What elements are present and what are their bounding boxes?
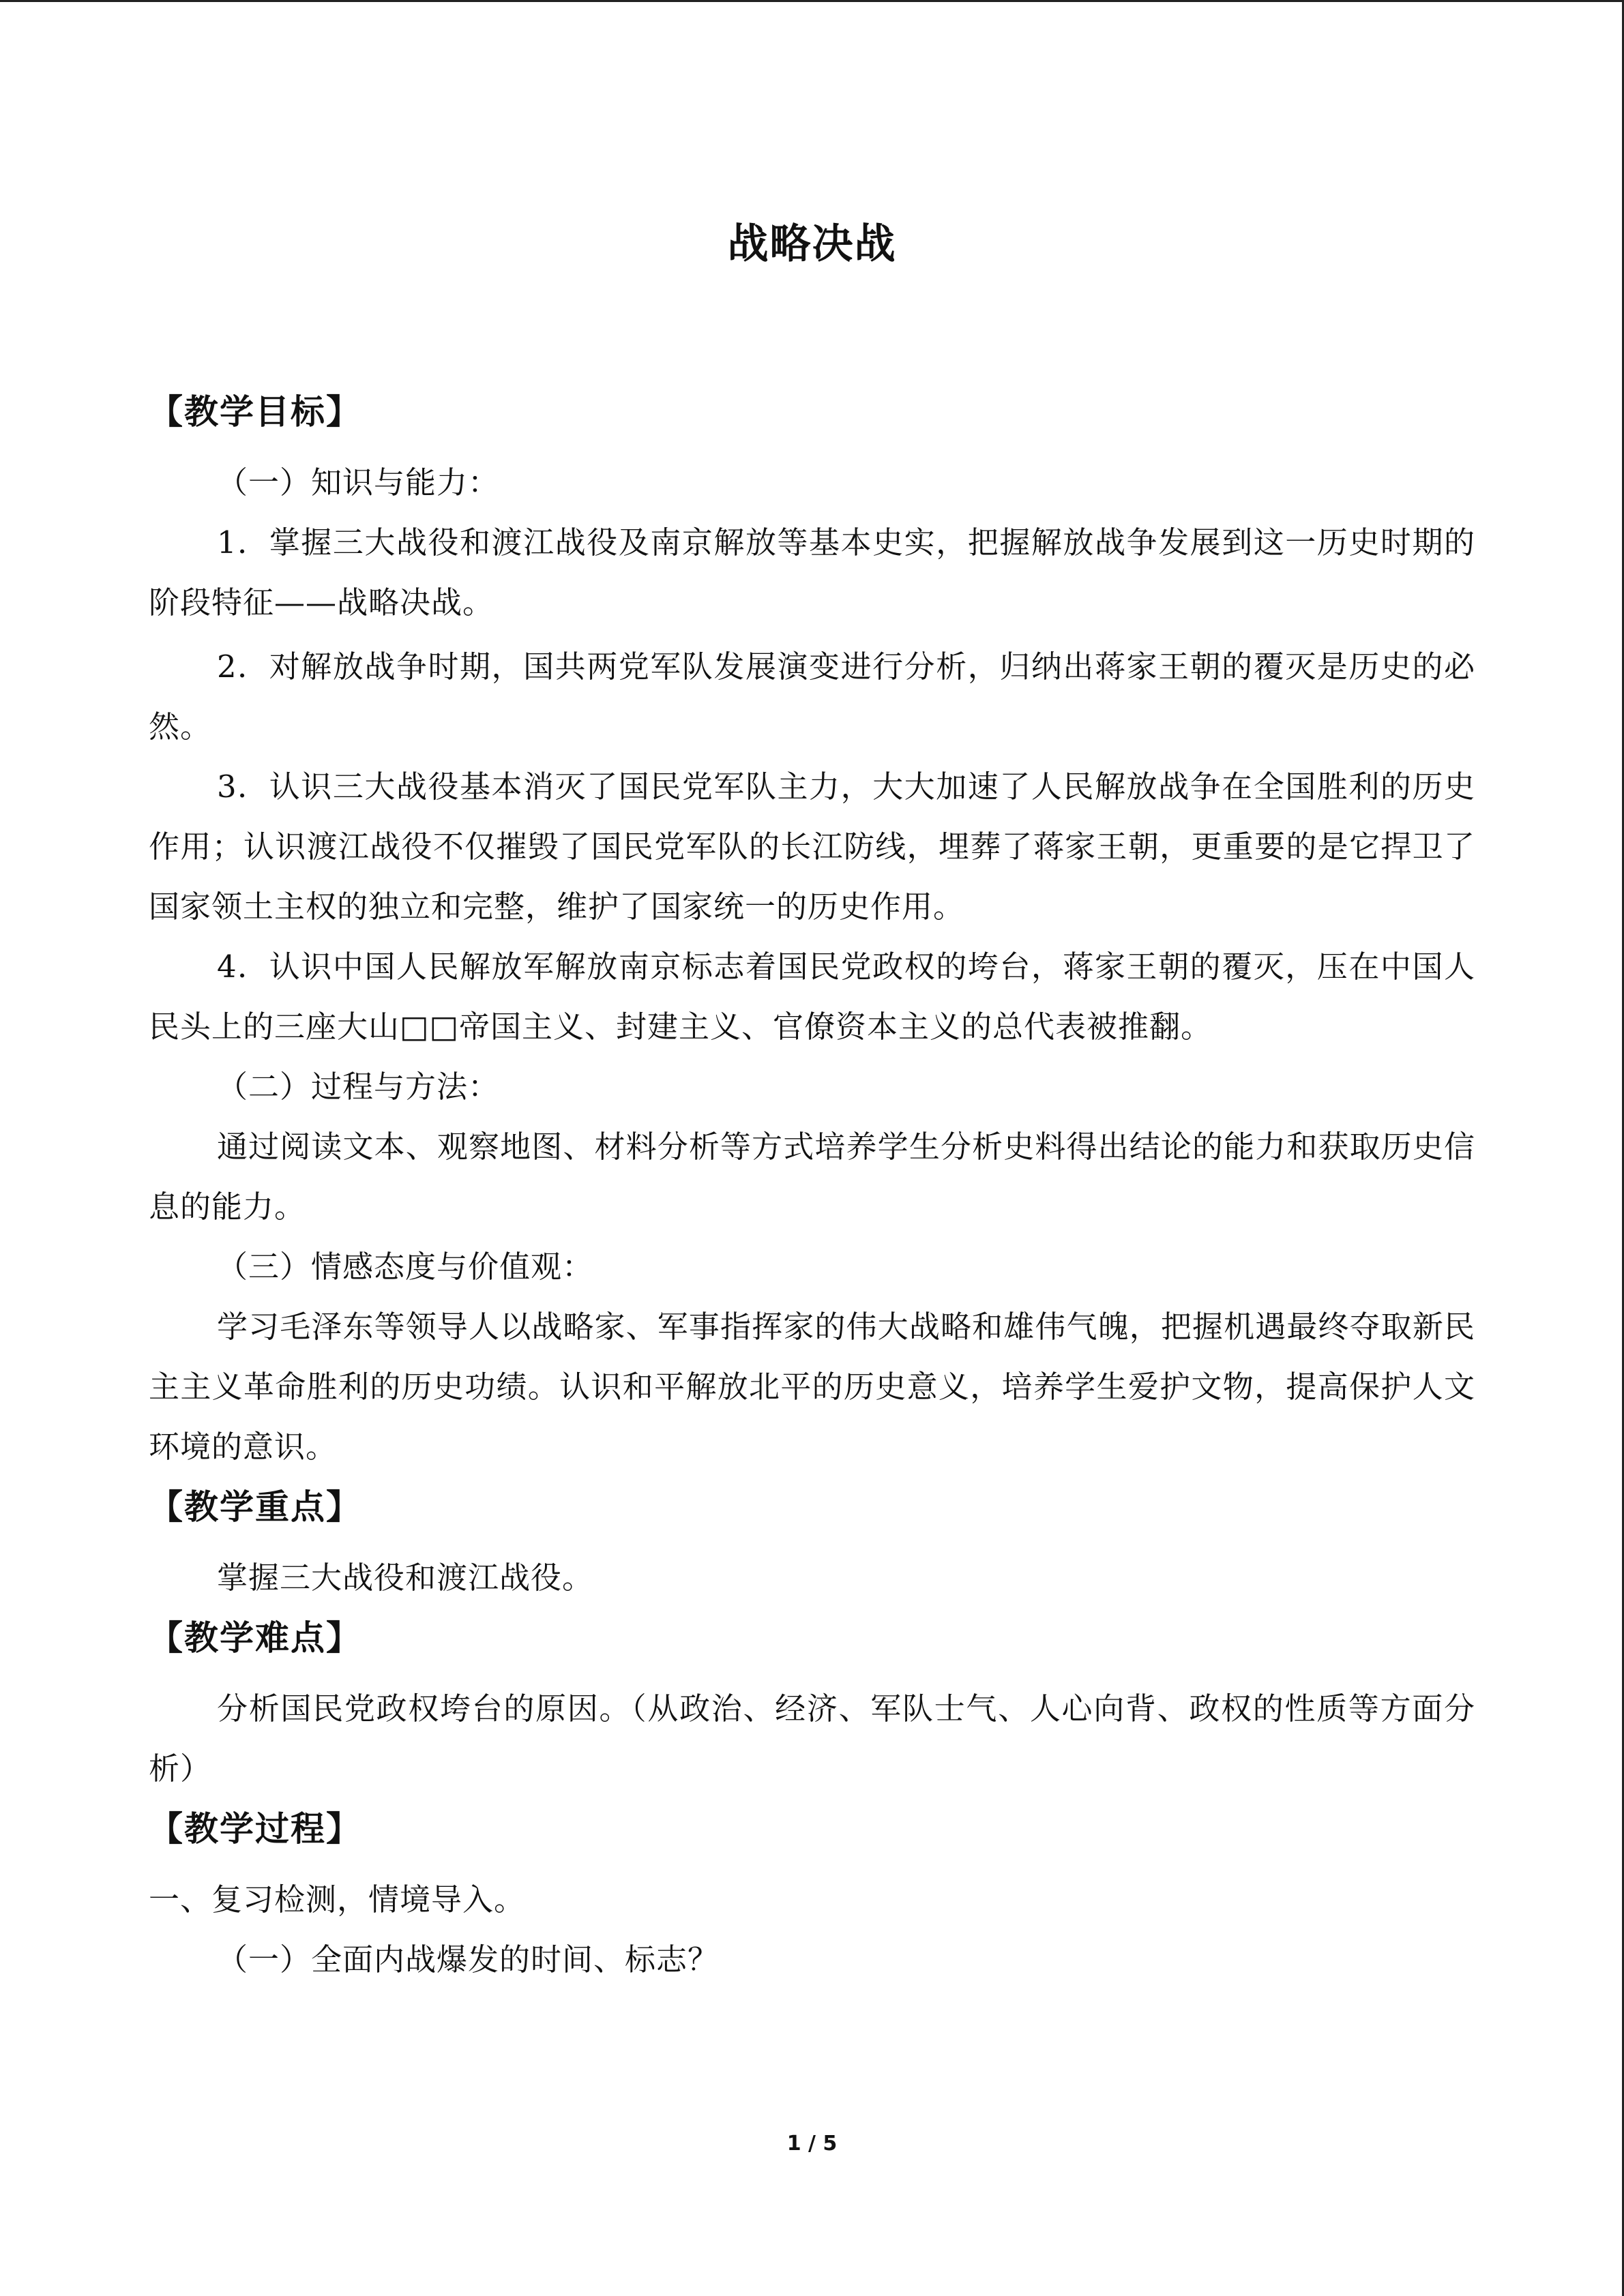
goal-method-text: 通过阅读文本、观察地图、材料分析等方式培养学生分析史料得出结论的能力和获取历史信息的能力。	[149, 1129, 1475, 1225]
goal-item-2: 2．对解放战争时期，国共两党军队发展演变进行分析，归纳出蒋家王朝的覆灭是历史的必然。	[149, 648, 1475, 745]
document-title: 战略决战	[727, 220, 897, 268]
page-border-top	[0, 0, 1624, 2]
goal-item-4: 4．认识中国人民解放军解放南京标志着国民党政权的垮台，蒋家王朝的覆灭，压在中国人民头上的三座大山□□帝国主义、封建主义、官僚资本主义的总代表被推翻。	[149, 949, 1475, 1045]
process-step-1: 一、复习检测，情境导入。	[149, 1881, 526, 1918]
section-heading-key: 【教学重点】	[149, 1487, 361, 1527]
goal-item-3: 3．认识三大战役基本消灭了国民党军队主力，大大加速了人民解放战争在全国胜利的历史作用；认识渡江战役不仅摧毁了国民党军队的长江防线，埋葬了蒋家王朝，更重要的是它捍卫了国家领土主权的独立和完整，维护了国家统一的历史作用。	[149, 769, 1475, 925]
key-point-text: 掌握三大战役和渡江战役。	[217, 1560, 594, 1596]
difficulty-text: 分析国民党政权垮台的原因。（从政治、经济、军队士气、人心向背、政权的性质等方面分析）	[149, 1690, 1475, 1787]
section-heading-goals: 【教学目标】	[149, 392, 361, 432]
section-heading-process: 【教学过程】	[149, 1809, 361, 1849]
goal-values-text: 学习毛泽东等领导人以战略家、军事指挥家的伟大战略和雄伟气魄，把握机遇最终夺取新民主主义革命胜利的历史功绩。认识和平解放北平的历史意义，培养学生爱护文物，提高保护人文环境的意识。	[149, 1309, 1475, 1465]
subheading-knowledge: （一）知识与能力：	[217, 464, 500, 501]
process-question-1: （一）全面内战爆发的时间、标志？	[217, 1941, 720, 1978]
subheading-values: （三）情感态度与价值观：	[217, 1249, 594, 1285]
subheading-process-method: （二）过程与方法：	[217, 1069, 500, 1105]
document-body	[149, 382, 1475, 1990]
section-heading-difficulty: 【教学难点】	[149, 1618, 361, 1658]
goal-item-1: 1．掌握三大战役和渡江战役及南京解放等基本史实，把握解放战争发展到这一历史时期的阶段特征——战略决战。	[149, 524, 1475, 621]
page-number: 1 / 5	[786, 2132, 838, 2156]
